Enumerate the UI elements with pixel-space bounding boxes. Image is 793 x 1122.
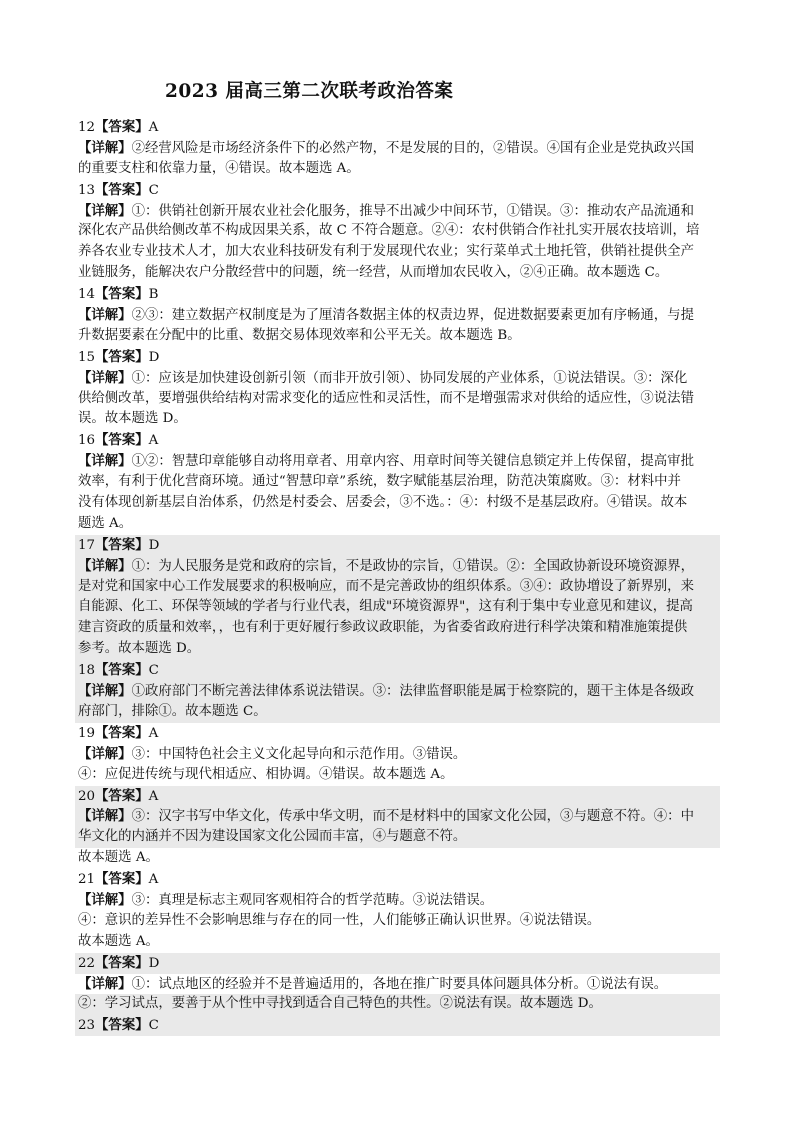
answer-line-17 [75, 535, 720, 556]
detail-line: 自能源、化工、环保等领域的学者与行业代表，组成"环境资源界"，这有利于集中专业意见和建议，提高 [75, 597, 720, 618]
answer-letter: B [148, 287, 159, 303]
detail-label: 【详解】 [78, 202, 132, 219]
detail-line: 是对党和国家中心工作发展要求的积极响应，而不是完善政协的组织体系。③④：政协增设了新界别，来 [75, 577, 720, 598]
detail-line: ②：学习试点，要善于从个性中寻找到适合自己特色的共性。②说法有误。故本题选 D。 [75, 994, 720, 1015]
answer-label: 【答案】 [95, 662, 149, 679]
detail-line: 没有体现创新基层自治体系，仍然是村委会、居委会，③不选。：④：村级不是基层政府。④错误。故本 [78, 495, 688, 511]
answer-line-23 [75, 1015, 720, 1036]
detail-label: 【详解】 [78, 557, 132, 574]
detail-text: ②经营风险是市场经济条件下的必然产物，不是发展的目的，②错误。④国有企业是党执政兴国 [131, 140, 694, 156]
detail-line: 建言资政的质量和效率，，也有利于更好履行参政议政职能，为省委省政府进行科学决策和精准施策提供 [75, 618, 720, 639]
detail-text: ①：供销社创新开展农业社会化服务，推导不出减少中间环节，①错误。③：推动农产品流通和 [131, 203, 694, 219]
detail-label: 【详解】 [78, 453, 132, 470]
answer-letter: A [148, 120, 159, 135]
answer-label: 【答案】 [95, 724, 149, 741]
detail-line: ④：应促进传统与现代相适应、相协调。④错误。故本题选 A。 [78, 766, 454, 782]
question-number: 20 [78, 788, 96, 804]
detail-line: ④：意识的差异性不会影响思维与存在的同一性，人们能够正确认识世界。④说法错误。 [78, 912, 601, 928]
answer-letter: D [148, 955, 160, 971]
answer-letter: A [148, 788, 159, 804]
detail-line: 府部门，排除①。故本题选 C。 [75, 702, 720, 723]
detail-line [75, 890, 720, 911]
answer-label: 【答案】 [95, 871, 149, 888]
detail-line: 深化农产品供给侧改革不构成因果关系，故 C 不符合题意。②④：农村供销合作社扎实开展农技培训，培 [78, 223, 700, 239]
answer-line-19 [75, 723, 720, 744]
answer-label: 【答案】 [95, 348, 149, 365]
detail-line: 供给侧改革，要增强供给结构对需求变化的适应性和灵活性，而不是增强需求对供给的适应性，③说法错 [78, 390, 694, 406]
question-number: 13 [78, 182, 96, 198]
answer-letter: A [148, 725, 159, 741]
question-number: 18 [78, 663, 96, 679]
question-number: 15 [78, 349, 96, 365]
detail-line [75, 806, 720, 827]
answer-letter: C [148, 1018, 159, 1034]
detail-line: 故本题选 A。 [78, 933, 159, 949]
answer-label: 【答案】 [95, 787, 149, 804]
detail-text: ①政府部门不断完善法律体系说法错误。③：法律监督职能是属于检察院的，题干主体是各级政 [131, 684, 694, 700]
answer-line-18 [75, 660, 720, 681]
detail-line: 故本题选 A。 [78, 850, 159, 866]
detail-text: ②③：建立数据产权制度是为了厘清各数据主体的权责边界，促进数据要素更加有序畅通，与提 [131, 308, 694, 324]
detail-line: 华文化的内涵并不因为建设国家文化公园而丰富，④与题意不符。 [75, 827, 720, 848]
answer-line-12 [75, 117, 720, 138]
answer-line-15 [75, 347, 720, 368]
detail-label: 【详解】 [78, 891, 132, 908]
detail-line: 题选 A。 [78, 515, 133, 531]
answer-label: 【答案】 [95, 119, 149, 135]
answer-label: 【答案】 [95, 1017, 149, 1034]
answer-line-22 [75, 953, 720, 974]
detail-line: 养各农业专业技术人才，加大农业科技研发有利于发展现代农业；实行菜单式土地托管，供销社提供全产 [78, 244, 694, 260]
answer-letter: D [148, 349, 160, 365]
question-number: 21 [78, 872, 96, 888]
detail-text: ①：应该是加快建设创新引领（而非开放引领）、协同发展的产业体系，①说法错误。③：深化 [131, 370, 688, 386]
answer-letter: C [148, 182, 159, 198]
answer-letter: C [148, 663, 159, 679]
detail-line [75, 974, 720, 995]
detail-line: 业链服务，能解决农户分散经营中的问题，统一经营，从而增加农民收入，②④正确。故本题选 C。 [78, 265, 669, 281]
detail-line [75, 556, 720, 577]
detail-line [75, 305, 720, 326]
detail-line [75, 138, 720, 159]
detail-text: ①：为人民服务是党和政府的宗旨，不是政协的宗旨，①错误。②：全国政协新设环境资源界， [131, 558, 694, 574]
detail-text: ①：试点地区的经验并不是普遍适用的，各地在推广时要具体问题具体分析。①说法有误。 [131, 976, 668, 992]
answer-label: 【答案】 [95, 181, 149, 198]
detail-label: 【详解】 [78, 745, 132, 762]
question-number: 12 [78, 120, 96, 135]
question-number: 14 [78, 287, 96, 303]
detail-text: ①②：智慧印章能够自动将用章者、用章内容、用章时间等关键信息锁定并上传保留，提高审批 [131, 454, 694, 470]
detail-text: ③：中国特色社会主义文化起导向和示范作用。③错误。 [131, 746, 467, 762]
answer-line-20 [75, 786, 720, 807]
answer-label: 【答案】 [95, 432, 149, 449]
question-number: 22 [78, 955, 96, 971]
answer-list [75, 117, 720, 1036]
detail-label: 【详解】 [78, 307, 132, 324]
answer-line-21 [75, 869, 720, 890]
answer-label: 【答案】 [95, 536, 149, 553]
detail-line: 误。故本题选 D。 [78, 411, 187, 427]
detail-line: 参考。故本题选 D。 [75, 639, 720, 660]
detail-label: 【详解】 [78, 808, 132, 825]
answer-line-14 [75, 284, 720, 305]
detail-line: 的重要支柱和依靠力量，④错误。故本题选 A。 [78, 160, 360, 176]
detail-label: 【详解】 [78, 975, 132, 992]
question-number: 23 [78, 1018, 96, 1034]
detail-line [75, 368, 720, 389]
detail-label: 【详解】 [78, 369, 132, 386]
answer-line-16 [75, 430, 720, 451]
answer-label: 【答案】 [95, 286, 149, 303]
detail-line: 升数据要素在分配中的比重、数据交易体现效率和公平无关。故本题选 B。 [78, 327, 521, 343]
detail-line [75, 201, 720, 222]
detail-line: 效率，有利于优化营商环境。通过“智慧印章”系统，数字赋能基层治理，防范决策腐败。③：材料中并 [78, 474, 681, 490]
question-number: 19 [78, 725, 96, 741]
question-number: 17 [78, 537, 96, 553]
answer-letter: A [148, 433, 159, 449]
answer-label: 【答案】 [95, 954, 149, 971]
answer-letter: A [148, 872, 159, 888]
detail-text: ③：真理是标志主观同客观相符合的哲学范畴。③说法错误。 [131, 892, 494, 908]
detail-label: 【详解】 [78, 139, 132, 156]
question-number: 16 [78, 433, 96, 449]
detail-line [75, 744, 720, 765]
detail-line [75, 681, 720, 702]
detail-label: 【详解】 [78, 683, 132, 700]
detail-line [75, 451, 720, 472]
detail-text: ③：汉字书写中华文化，传承中华文明，而不是材料中的国家文化公园，③与题意不符。④：中 [131, 809, 694, 825]
page-title: 2023 届高三第二次联考政治答案 [165, 81, 454, 102]
answer-line-13 [75, 180, 720, 201]
answer-letter: D [148, 537, 160, 553]
